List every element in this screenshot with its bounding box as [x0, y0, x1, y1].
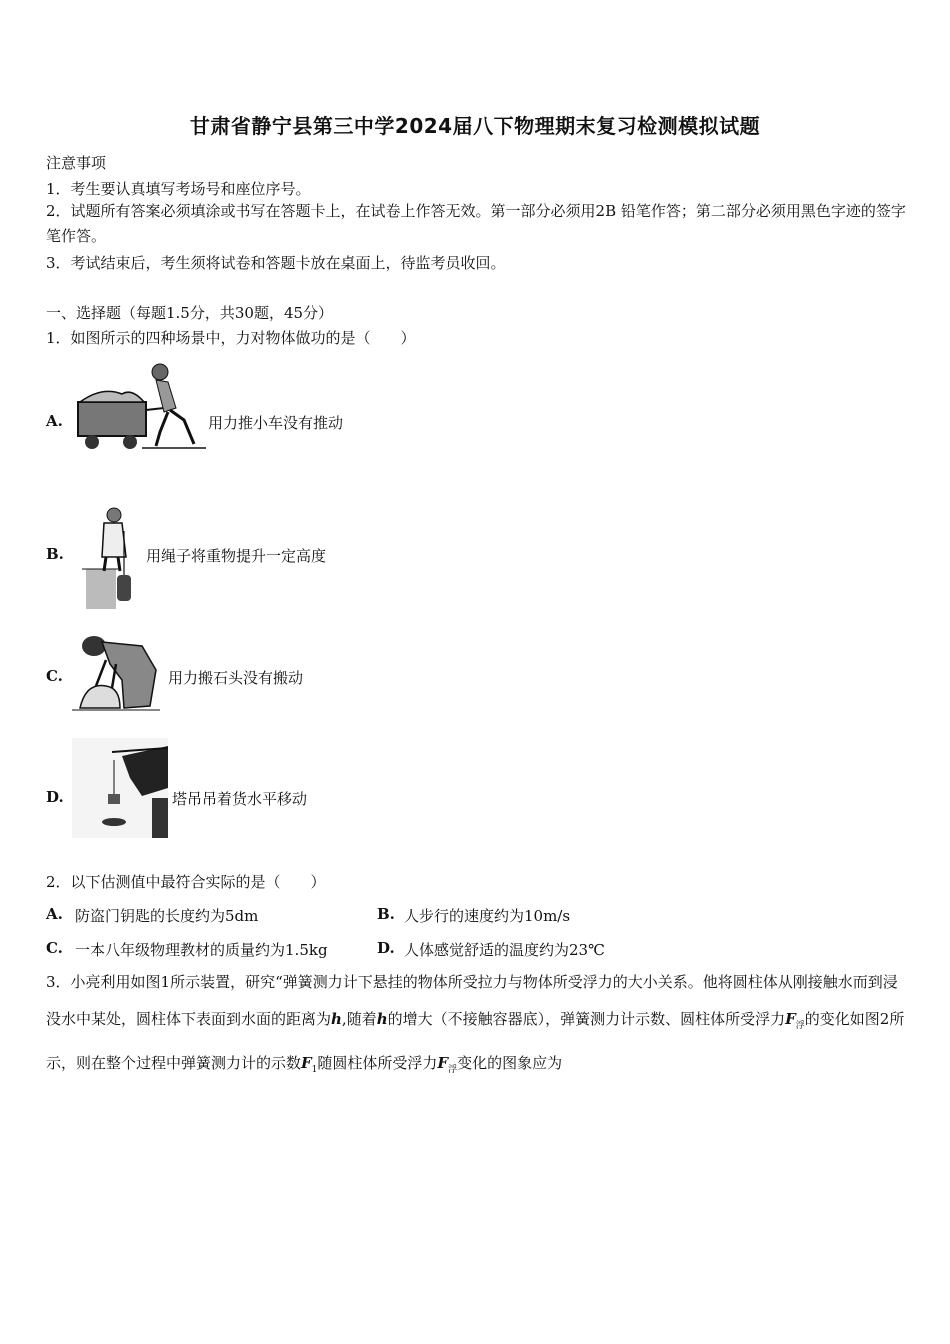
notice-heading: 注意事项: [46, 154, 107, 172]
notice-item-3: 3．考试结束后，考生须将试卷和答题卡放在桌面上，待监考员收回。: [46, 254, 506, 272]
push-cart-figure: [72, 362, 208, 452]
lift-weight-figure: [82, 503, 142, 609]
page-title: 甘肃省静宁县第三中学2024届八下物理期末复习检测模拟试题: [189, 114, 761, 138]
q3-part-6: 变化的图象应为: [457, 1054, 563, 1072]
q3-f-symbol-3: F: [437, 1054, 449, 1072]
q1-option-d-letter: D.: [46, 788, 64, 806]
q3-h-symbol-1: h: [331, 1010, 342, 1028]
q2-option-a-text: 防盗门钥匙的长度约为5dm: [75, 907, 259, 925]
q2-option-b-letter: B.: [377, 905, 395, 923]
q1-option-c-text: 用力搬石头没有搬动: [168, 669, 304, 687]
q2-option-d-letter: D.: [377, 939, 395, 957]
q3-part-5: 随圆柱体所受浮力: [317, 1054, 438, 1072]
question-2-stem: 2．以下估测值中最符合实际的是（ ）: [46, 873, 326, 891]
question-1-stem: 1．如图所示的四种场景中，力对物体做功的是（ ）: [46, 329, 416, 347]
q3-f-subscript-2: 1: [311, 1065, 318, 1075]
q3-f-symbol-2: F: [301, 1054, 312, 1072]
q1-option-a-letter: A.: [46, 412, 63, 430]
q3-part-2: ,随着: [341, 1010, 377, 1028]
q2-option-b-text: 人步行的速度约为10m/s: [404, 907, 571, 925]
tower-crane-figure: [72, 738, 168, 838]
q3-h-symbol-2: h: [376, 1010, 388, 1028]
q3-f-symbol-1: F: [785, 1010, 796, 1028]
notice-item-2: 2．试题所有答案必须填涂或书写在答题卡上，在试卷上作答无效。第一部分必须用2B 铅笔作答；第二部分必须用黑色字迹的签字笔作答。: [46, 202, 906, 245]
q3-f-subscript-1: 浮: [795, 1021, 805, 1031]
q3-f-subscript-3: 浮: [448, 1065, 458, 1075]
notice-item-1: 1．考生要认真填写考场号和座位序号。: [46, 180, 311, 198]
question-3-stem: [46, 964, 908, 1089]
q1-option-b-text: 用绳子将重物提升一定高度: [146, 547, 327, 565]
q1-option-a-text: 用力推小车没有推动: [208, 414, 344, 432]
q3-part-3: 的增大（不接触容器底），弹簧测力计示数、圆柱体所受浮力: [387, 1010, 786, 1028]
lift-rock-figure: [72, 630, 160, 714]
q3-part-4: 的变化如图2所示，则在整个过程中弹簧测力计的示数: [46, 1010, 905, 1072]
q2-option-a-letter: A.: [46, 905, 63, 923]
q2-option-d-text: 人体感觉舒适的温度约为23℃: [404, 941, 605, 959]
q1-option-d-text: 塔吊吊着货水平移动: [172, 790, 308, 808]
q1-option-b-letter: B.: [46, 545, 64, 563]
q3-part-1: 3．小亮利用如图1所示装置，研究“弹簧测力计下悬挂的物体所受拉力与物体所受浮力的大小关系。他将圆柱体从刚接触水而到浸没水中某处，圆柱体下表面到水面的距离为: [46, 973, 898, 1028]
q2-option-c-letter: C.: [46, 939, 63, 957]
q1-option-c-letter: C.: [46, 667, 63, 685]
section-heading: 一、选择题（每题1.5分，共30题，45分）: [46, 304, 334, 322]
q2-option-c-text: 一本八年级物理教材的质量约为1.5kg: [75, 941, 328, 959]
